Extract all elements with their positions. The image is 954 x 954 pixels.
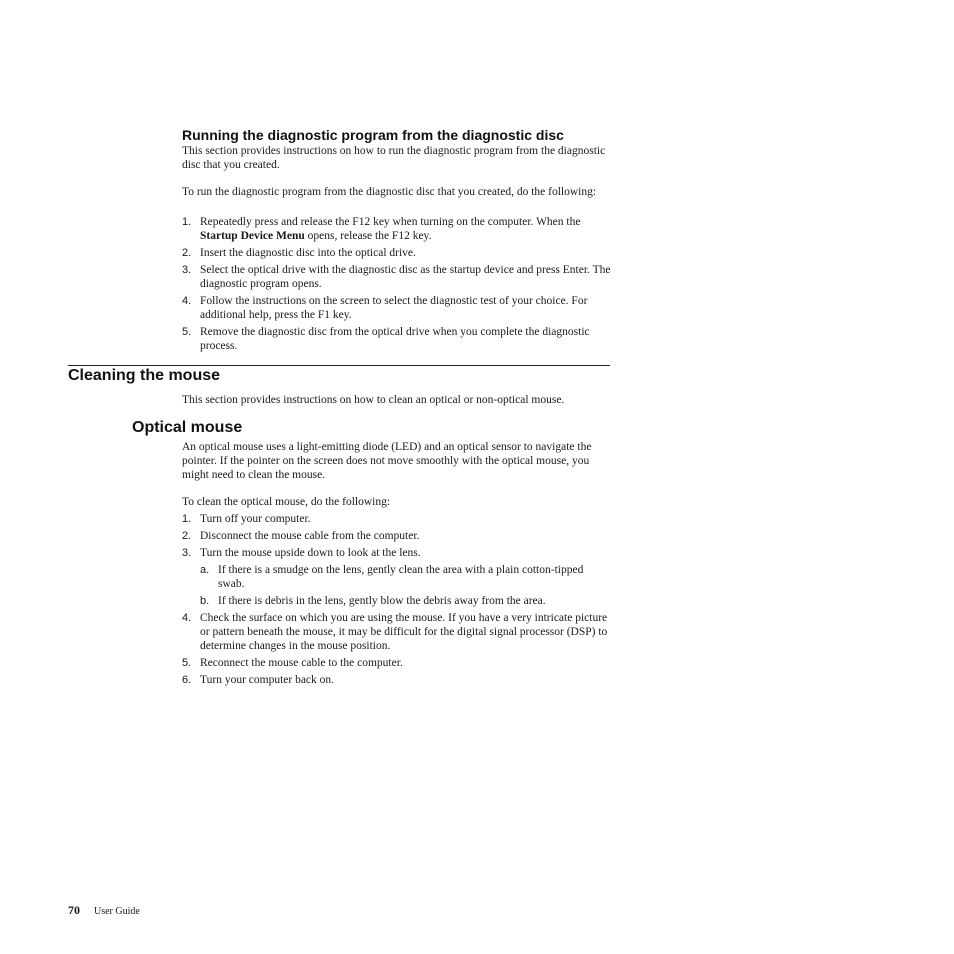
- step-number: 3.: [182, 264, 192, 276]
- section-heading-cleaning-mouse: Cleaning the mouse: [68, 367, 221, 384]
- optical-steps-list: [182, 512, 612, 690]
- list-item: [182, 611, 612, 653]
- step-text: Turn your computer back on.: [200, 674, 335, 686]
- step-number: 2.: [182, 247, 192, 259]
- section-heading-diagnostic-disc: Running the diagnostic program from the diagnostic disc: [182, 127, 564, 143]
- startup-device-menu-term: Startup Device Menu: [200, 230, 305, 242]
- step-number: 5.: [182, 657, 192, 669]
- step-text: Check the surface on which you are using the mouse. If you have a very intricate picture or pattern beneath the mouse, it may be difficult for the digital signal processor (DSP) to determine changes in the mouse position.: [200, 612, 608, 652]
- step-text: Turn off your computer.: [200, 513, 311, 525]
- step-number: 3.: [182, 547, 192, 559]
- list-item: [182, 512, 612, 526]
- footer-title: User Guide: [94, 906, 140, 917]
- step-number: 1.: [182, 216, 192, 228]
- step-number: 4.: [182, 295, 192, 307]
- list-item: [182, 546, 612, 560]
- section-divider: [68, 365, 610, 366]
- list-item: [182, 215, 612, 243]
- step-number: 6.: [182, 674, 192, 686]
- list-item: [182, 294, 612, 322]
- step-number: 2.: [182, 530, 192, 542]
- step-text: Select the optical drive with the diagnostic disc as the startup device and press Enter. The diagnostic program opens.: [200, 264, 611, 290]
- substep-letter: a.: [200, 564, 210, 576]
- substep-text: If there is debris in the lens, gently blow the debris away from the area.: [218, 595, 546, 607]
- substep-text: If there is a smudge on the lens, gently clean the area with a plain cotton-tipped swab.: [218, 564, 584, 590]
- list-item: [182, 673, 612, 687]
- diagnostic-intro-paragraph: This section provides instructions on how to run the diagnostic program from the diagnostic disc that you created.: [182, 145, 606, 171]
- list-item: [182, 246, 612, 260]
- step-number: 5.: [182, 326, 192, 338]
- step-text: Remove the diagnostic disc from the optical drive when you complete the diagnostic process.: [200, 326, 590, 352]
- list-item: [182, 325, 612, 353]
- substep-letter: b.: [200, 595, 210, 607]
- list-item: [182, 529, 612, 543]
- step-text: Disconnect the mouse cable from the computer.: [200, 530, 420, 542]
- step-text: Repeatedly press and release the F12 key when turning on the computer. When the: [200, 216, 581, 228]
- step-text: Insert the diagnostic disc into the optical drive.: [200, 247, 416, 259]
- step-text: Reconnect the mouse cable to the computer.: [200, 657, 403, 669]
- page-number: 70: [68, 903, 80, 917]
- list-item: [182, 263, 612, 291]
- diagnostic-steps-list: [182, 215, 612, 356]
- step-text: opens, release the F12 key.: [304, 230, 432, 242]
- section-heading-optical-mouse: Optical mouse: [132, 419, 243, 436]
- sub-list-item: [182, 563, 612, 591]
- step-text: Turn the mouse upside down to look at the lens.: [200, 547, 421, 559]
- optical-intro-paragraph: An optical mouse uses a light-emitting diode (LED) and an optical sensor to navigate the pointer. If the pointer on the screen does not move smoothly with the optical mouse, you might need to clean the mouse.: [182, 441, 592, 481]
- optical-lead-paragraph: To clean the optical mouse, do the following:: [182, 496, 391, 508]
- sub-list-item: [182, 594, 612, 608]
- page-footer: [68, 901, 140, 919]
- cleaning-intro-paragraph: This section provides instructions on how to clean an optical or non-optical mouse.: [182, 394, 565, 406]
- list-item: [182, 656, 612, 670]
- diagnostic-lead-paragraph: To run the diagnostic program from the diagnostic disc that you created, do the following:: [182, 186, 597, 198]
- step-number: 1.: [182, 513, 192, 525]
- step-number: 4.: [182, 612, 192, 624]
- step-text: Follow the instructions on the screen to select the diagnostic test of your choice. For additional help, press the F1 key.: [200, 295, 588, 321]
